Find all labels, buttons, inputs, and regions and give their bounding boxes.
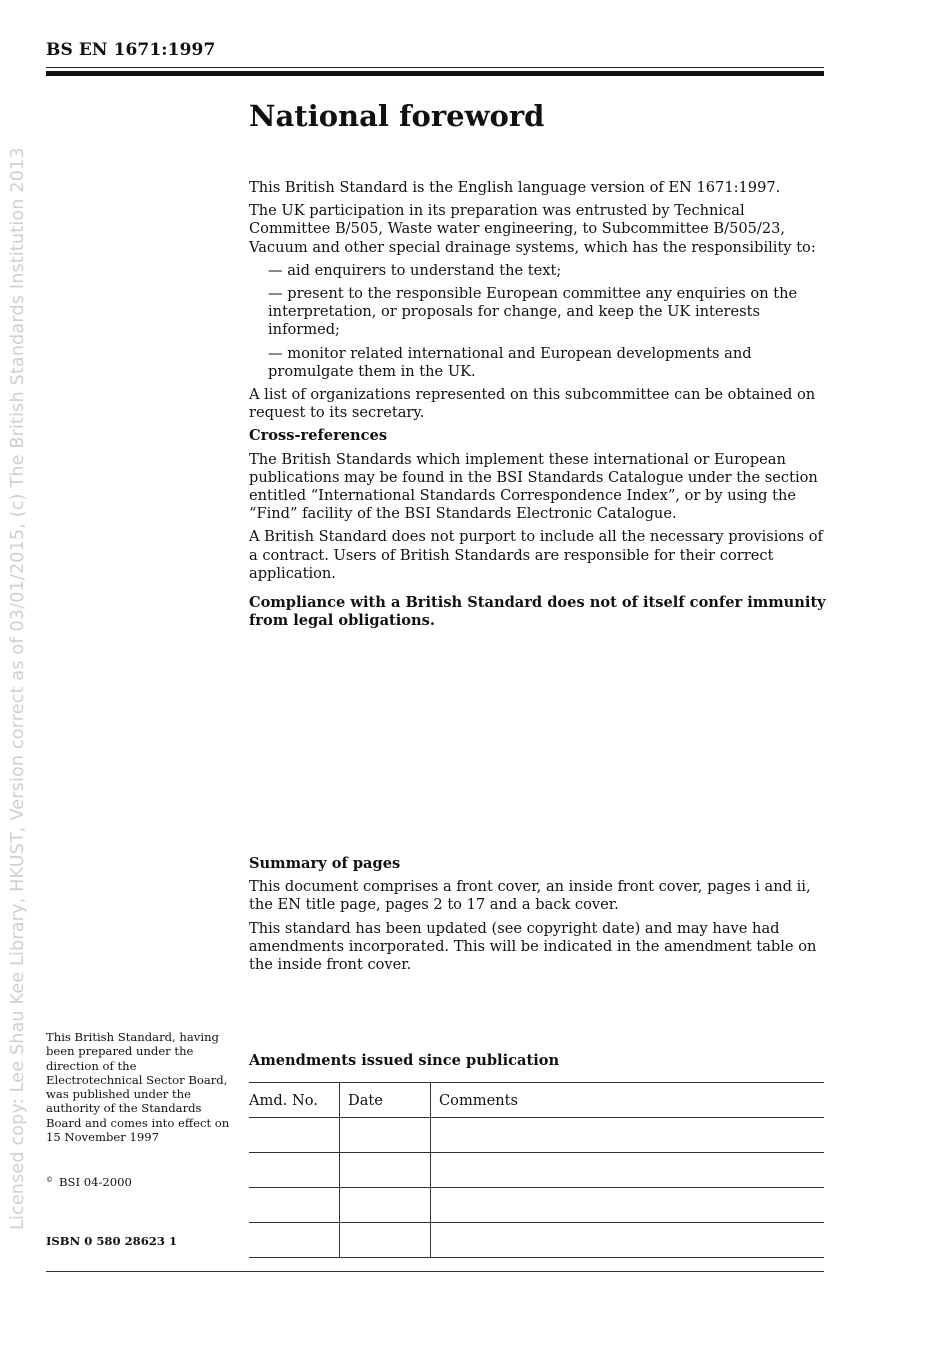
table-row: [249, 1118, 824, 1153]
standard-code: BS EN 1671:1997: [46, 40, 216, 60]
intro-paragraph: This British Standard is the English language version of EN 1671:1997.: [249, 179, 781, 196]
table-cell: [431, 1223, 825, 1258]
publication-note: This British Standard, having been prepared under the direction of the Electrotechnical Sector Board, was published under the authority of the Standards Board and comes into effect on 15 November 1997: [46, 1030, 230, 1145]
table-cell: [431, 1153, 825, 1188]
amendments-table: [249, 1082, 824, 1258]
summary-heading: Summary of pages: [249, 855, 401, 872]
table-row: [249, 1188, 824, 1223]
isbn: ISBN 0 580 28623 1: [46, 1234, 178, 1248]
table-cell: [249, 1188, 340, 1223]
table-cell: [249, 1153, 340, 1188]
summary-paragraph: This document comprises a front cover, an inside front cover, pages i and ii, the EN title page, pages 2 to 17 and a back cover.: [249, 878, 811, 914]
table-cell: [431, 1188, 825, 1223]
copyright-icon: ©: [46, 1176, 53, 1184]
table-cell: [340, 1223, 431, 1258]
footer-rule: [46, 1271, 824, 1272]
header-rule-thin: [46, 67, 824, 68]
table-cell: [340, 1118, 431, 1153]
table-cell: [431, 1118, 825, 1153]
copyright-line: [46, 1175, 132, 1189]
table-row: [249, 1153, 824, 1188]
responsibility-item: — present to the responsible European committee any enquiries on the interpretation, or proposals for change, and keep the UK interests informed;: [268, 285, 798, 339]
provisions-paragraph: A British Standard does not purport to include all the necessary provisions of a contract. Users of British Standards are responsible for their correct application.: [249, 528, 823, 582]
table-cell: [340, 1153, 431, 1188]
participation-paragraph: The UK participation in its preparation was entrusted by Technical Committee B/505, Waste water engineering, to Subcommittee B/505/23, Vacuum and other special drainage systems, which has the responsibility to:: [249, 202, 816, 256]
amendments-title: Amendments issued since publication: [249, 1052, 560, 1069]
column-header-amd-no: Amd. No.: [249, 1083, 340, 1118]
compliance-statement: Compliance with a British Standard does not of itself confer immunity from legal obligations.: [249, 594, 826, 630]
watermark-text: Licensed copy: Lee Shau Kee Library, HKUST, Version correct as of 03/01/2015, (c) The British Standards Institution 2013: [8, 147, 28, 1230]
header-rule-thick: [46, 71, 824, 76]
update-paragraph: This standard has been updated (see copyright date) and may have had amendments incorporated. This will be indicated in the amendment table on the inside front cover.: [249, 919, 817, 974]
organizations-paragraph: A list of organizations represented on this subcommittee can be obtained on request to its secretary.: [249, 386, 816, 422]
table-cell: [249, 1118, 340, 1153]
table-row: [249, 1223, 824, 1258]
foreword-body: [249, 179, 827, 635]
table-header-row: [249, 1083, 824, 1118]
table-cell: [340, 1188, 431, 1223]
responsibility-item: — aid enquirers to understand the text;: [268, 261, 562, 279]
crossref-heading: Cross-references: [249, 427, 388, 445]
copyright-text: BSI 04-2000: [59, 1175, 132, 1189]
crossref-paragraph: The British Standards which implement these international or European publications may be found in the BSI Standards Catalogue under the section entitled “International Standards Correspondence Index”, or by using the “Find” facility of the BSI Standards Electronic Catalogue.: [249, 450, 818, 523]
table-cell: [249, 1223, 340, 1258]
responsibility-item: — monitor related international and European developments and promulgate them in the UK.: [268, 344, 752, 380]
column-header-comments: Comments: [431, 1083, 825, 1118]
page-title: National foreword: [249, 99, 545, 133]
summary-section: [249, 855, 827, 979]
column-header-date: Date: [340, 1083, 431, 1118]
